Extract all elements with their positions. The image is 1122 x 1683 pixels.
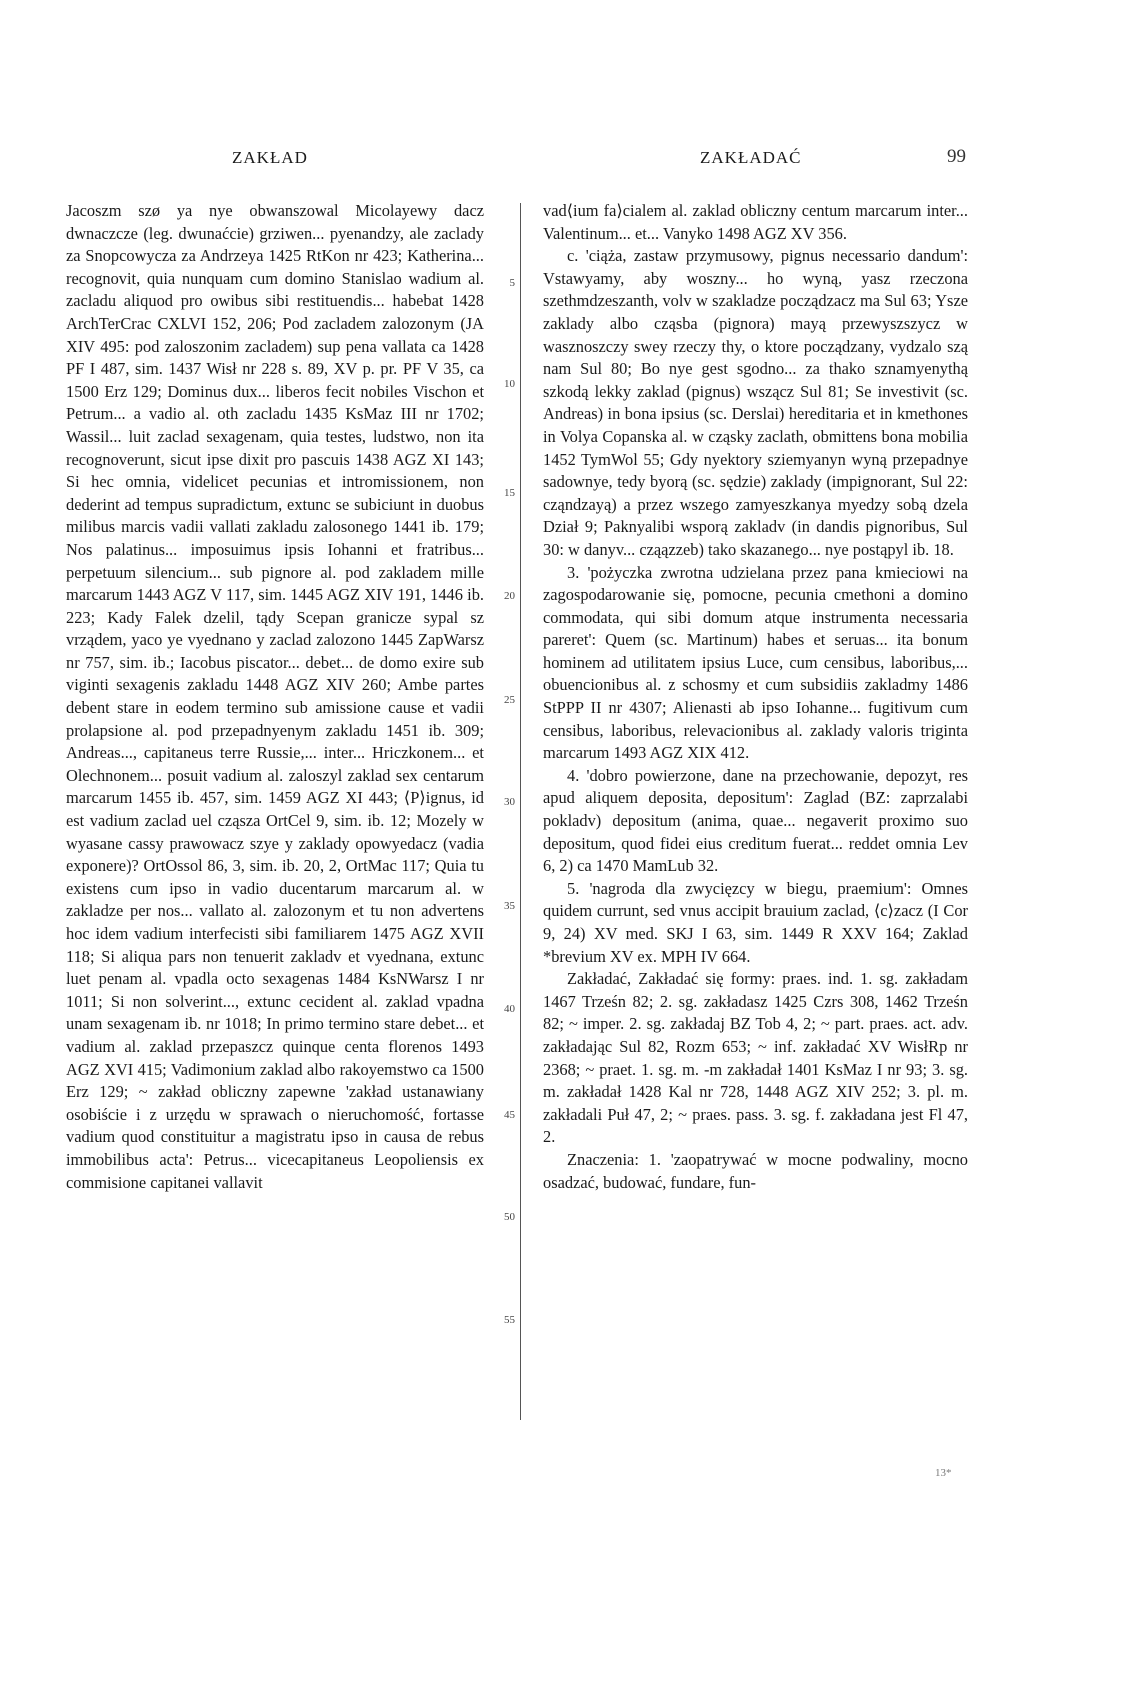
line-number: 40: [504, 1003, 515, 1015]
signature-mark: 13*: [935, 1467, 952, 1479]
right-paragraph: 5. 'nagroda dla zwycięzcy w biegu, praemium': Omnes quidem currunt, sed vnus accipit brauium zaclad, ⟨c⟩zacz (I Cor 9, 24) XV med. SKJ I 63, sim. 1449 R XXV 164; Zaklad *brevium XV ex. MPH IV 664.: [543, 878, 968, 966]
right-column: [543, 200, 968, 1430]
left-column: [66, 200, 484, 1430]
header-center-word: ZAKŁADAĆ: [700, 148, 802, 167]
line-number: 15: [504, 487, 515, 499]
line-number: 25: [504, 694, 515, 706]
line-number: 55: [504, 1314, 515, 1326]
right-paragraph: vad⟨ium fa⟩cialem al. zaklad obliczny centum marcarum inter... Valentinum... et... Vanyko 1498 AGZ XV 356.: [543, 201, 968, 243]
entry-heading-paragraph: Zakładać, Zakładać się formy: praes. ind. 1. sg. zakładam 1467 Trześn 82; 2. sg. zakładasz 1425 Czrs 308, 1462 Trześn 82; ~ imper. 2. sg. zakładaj BZ Tob 4, 2; ~ part. praes. act. adv. zakładając Sul 82, Rozm 653; ~ inf. zakładać XV WisłRp nr 2368; ~ praet. 1. sg. m. -m zakładał 1401 KsMaz I nr 93; 3. sg. m. zakładał 1428 Kal nr 728, 1448 AGZ XIV 252; 3. pl. m. zakładali Puł 47, 2; ~ praes. pass. 3. sg. f. zakładana jest Fl 47, 2.: [543, 969, 968, 1147]
line-number: 50: [504, 1211, 515, 1223]
right-paragraph: c. 'ciąża, zastaw przymusowy, pignus necessario dandum': Vstawyamy, aby woszny... ho wyną, yasz rzeczona szethmdzeszanth, volv w szakladze począdzacz ma Sul 63; Ysze zaklady albo cząsba (pignora) mayą przewyszszycz w wasznoszczy swey rzeczy thy, o ktore począdzany, vydzalo szą nam Sul 80; Bo nye gest sgodno... za thako sznamyenythą szkodą lekky zaklad (pignus) wszącz Sul 81; Se investivit (sc. Andreas) in bona ipsius (sc. Derslai) hereditaria et in kmethones in Volya Copanska al. w cząsky zaclath, obmittens bona mobilia 1452 TymWol 55; Gdy nyektory sziemyanyn wyną przepadnye sadownye, tedy byorą (sc. sędzie) zaklady (impignorant, Sul 22: cząndzayą) a przez wszego zamyeszkanya myedzy sobą dzela Dział 9; Paknyalibi wsporą zakladv (in dandis pignoribus, Sul 30: w danyv... cząązzeb) tako skazanego... nye postąpyl ib. 18.: [543, 246, 968, 559]
header-left-word: ZAKŁAD: [232, 148, 308, 167]
line-number: 5: [509, 277, 515, 289]
line-number: 20: [504, 590, 515, 602]
line-number: 30: [504, 796, 515, 808]
right-paragraph: Znaczenia: 1. 'zaopatrywać w mocne podwaliny, mocno osadzać, budować, fundare, fun-: [543, 1149, 968, 1192]
line-number: 35: [504, 900, 515, 912]
right-paragraph: 4. 'dobro powierzone, dane na przechowanie, depozyt, res apud aliquem deposita, depositum': Zaglad (BZ: zaprzalabi pokladv) depositum (anima, quae... negaverit proximo suo depositum, quod fidei eius creditum fuerat... reddet omnia Lev 6, 2) ca 1470 MamLub 32.: [543, 765, 968, 876]
left-column-text: Jacoszm szø ya nye obwanszowal Micolayewy dacz dwnaczcze (leg. dwunaćcie) grziwen... pyenandzy, ale zaclady za Snopcowycza za Andrzeya 1425 RtKon nr 423; Katherina... recognovit, quia nunquam cum domino Stanislao wadium al. zacladu aliquod pro owibus sibi restituendis... habebat 1428 ArchTerCrac CXLVI 152, 206; Pod zacladem zalozonym (JA XIV 495: pod zaloszonim zacladem) sup pena vallata ca 1428 PF I 487, sim. 1437 Wisł nr 228 s. 89, XV p. pr. PF V 35, ca 1500 Erz 129; Dominus dux... liberos fecit nobiles Vischon et Petrum... a vadio al. oth zacladu 1435 KsMaz III nr 1702; Wassil... luit zaclad sexagenam, quia testes, ludstwo, non ita recognoverunt, sicut ipse dixit pro pascuis 1438 AGZ XI 143; Si hec omnia, videlicet pecunias et intromissionem, non dederint ad tempus supradictum, extunc se subiciunt in duobus milibus marcis vadii vallati zakladu zalosonego 1441 ib. 179; Nos palatinus... imposuimus ipsis Iohanni et fratribus... perpetuum silencium... sub pignore al. pod zakladem mille marcarum 1443 AGZ V 117, sim. 1445 AGZ XIV 191, 1446 ib. 223; Kady Falek dzelil, tądy Scepan granicze sypal sz vrządem, yaco ye vyednano y zaclad zalozono 1445 ZapWarsz nr 757, sim. ib.; Iacobus piscator... debet... de domo exire sub viginti sexagenis zakladu 1448 AGZ XIV 260; Ambe partes debent stare in eodem termino sub amissione cause et vadii prolapsione al. pod przepadnyenym zakladu 1451 ib. 309; Andreas..., capitaneus terre Russie,... inter... Hriczkonem... et Olechnonem... posuit vadium al. zaloszyl zaklad sex centarum marcarum 1455 ib. 457, sim. 1459 AGZ XI 443; ⟨P⟩ignus, id est vadium zaclad uel cząsza OrtCel 9, sim. ib. 12; Mozely w wyasane cassy prawowacz szye y zaklady opowyedacz (vadia exponere)? OrtOssol 86, 3, sim. ib. 20, 2, OrtMac 117; Quia tu existens cum ipso in vadio ducentarum marcarum al. w zakladze per nos... vallato al. zalozonym et tu non advertens hoc idem vadium interfecisti sibi familiarem 1475 AGZ XVII 118; Si aliqua pars non tenuerit zakladv et vyednana, extunc luet penam al. vpadla octo sexagenas 1484 KsNWarsz I nr 1011; Si non solverint..., extunc cecident al. zaklad vpadna unam sexagenam ib. nr 1018; In primo termino stare debet... et vadium al. zaklad przepaszcz quinque centa florenos 1493 AGZ XVI 415; Vadimonium zaklad albo rakoyemstwo ca 1500 Erz 129; ~ zakład obliczny zapewne 'zakład ustanawiany osobiście i z urzędu w sprawach o nieruchomość, fortasse vadium quod constituitur a magistratu ipso in causa de rebus immobilibus acta': Petrus... vicecapitaneus Leopoliensis ex commisione capitanei vallavit: [66, 201, 484, 1192]
page-number: 99: [947, 146, 966, 167]
line-number: 10: [504, 378, 515, 390]
line-number: 45: [504, 1109, 515, 1121]
right-paragraph: 3. 'pożyczka zwrotna udzielana przez pana kmieciowi na zagospodarowanie się, pomocne, pecunia cmethoni a domino commodata, qui sibi domum atque instrumenta necessaria pareret': Quem (sc. Martinum) habes et seruas... ita bonum hominem ad utilitatem ipsius Luce, cum censibus, laboribus,... obuencionibus al. z schosmy et cum subsidiis zakladmy 1486 StPPP II nr 4307; Alienasti ab ipso Iohanne... fugitivum cum censibus, laboribus, relevacionibus al. zaklady valoris triginta marcarum 1493 AGZ XIX 412.: [543, 562, 968, 763]
column-divider: [520, 203, 521, 1420]
